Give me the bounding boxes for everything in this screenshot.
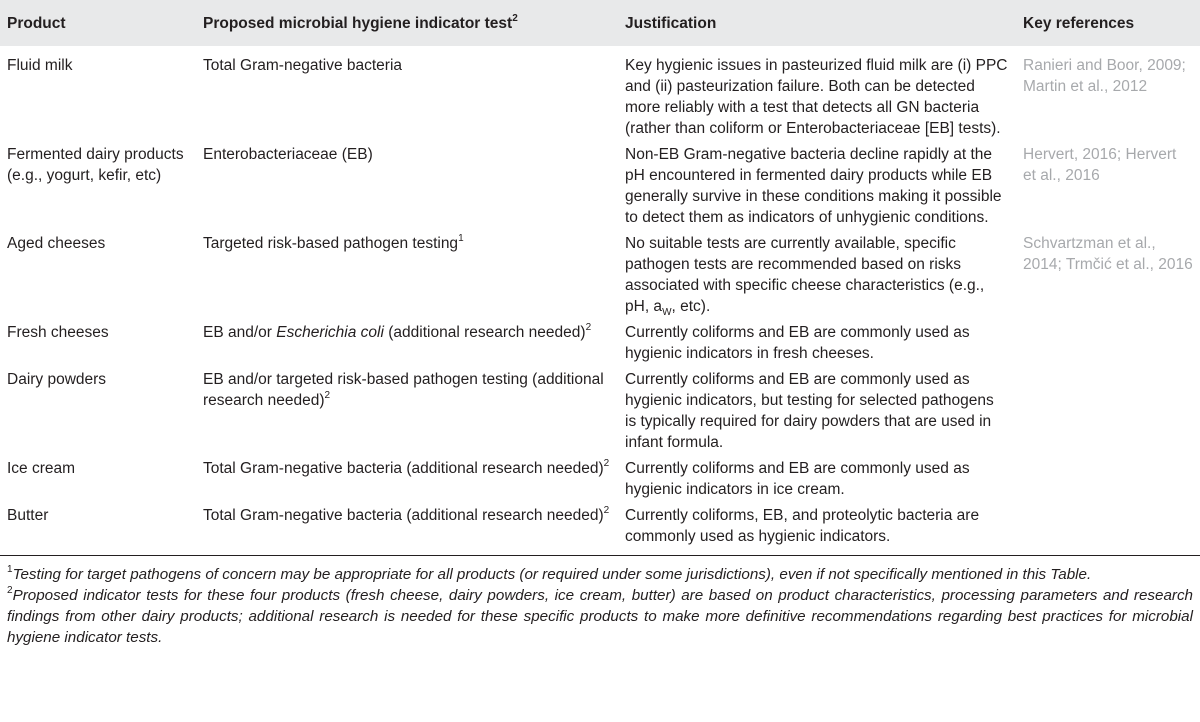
cell-references: Schvartzman et al., 2014; Trmčić et al., 2016 [1023,235,1193,273]
cell-justification: No suitable tests are currently available, specific pathogen tests are recommended based on risks associated with specific cheese characteristics (e.g., pH, $a_W$, etc). [625,235,985,319]
footnote-marker: 2 [324,389,331,401]
header-product: Product [7,15,66,32]
footnote-1: $^1$Testing for target pathogens of concern may be appropriate for all products (or required under some jurisdictions), even if not specifically mentioned in this Table. [7,563,1092,583]
table-footnotes [0,556,1200,648]
cell-test: EB and/or targeted risk-based pathogen testing (additional research needed)$^2$ [203,371,604,409]
cell-justification: Key hygienic issues in pasteurized fluid milk are (i) PPC and (ii) pasteurization failure. Both can be detected more reliably with a test that detects all GN bacteria (rather than coliform or Enterobacteriaceae [EB] tests). [625,57,1008,137]
cell-references [1016,320,1200,367]
table-row [0,503,1200,555]
cell-references: Ranieri and Boor, 2009; Martin et al., 2012 [1023,57,1186,95]
cell-product: Dairy powders [7,371,107,388]
footnote-marker: 2 [603,457,610,469]
footnote-marker: 2 [603,504,610,516]
header-references: Key references [1023,15,1135,32]
cell-references [1016,456,1200,503]
table-row [0,142,1200,231]
cell-test: Total Gram-negative bacteria [203,57,403,74]
cell-product: Fresh cheeses [7,324,109,341]
cell-test: Enterobacteriaceae (EB) [203,146,373,163]
cell-justification: Currently coliforms and EB are commonly used as hygienic indicators in fresh cheeses. [625,324,970,362]
cell-product: Aged cheeses [7,235,106,252]
cell-justification: Currently coliforms and EB are commonly used as hygienic indicators, but testing for selected pathogens is typically required for dairy powders that are used in infant formula. [625,371,994,451]
cell-test: Targeted risk-based pathogen testing$^1$ [203,232,464,252]
cell-references [1016,367,1200,456]
table-row [0,320,1200,367]
table-row [0,456,1200,503]
footnote-2: $^2$Proposed indicator tests for these four products (fresh cheese, dairy powders, ice cream, butter) are based on product characteristics, processing parameters and research findings from other dairy products; additional research is needed for these specific products to make more definitive recommendations regarding best practices for microbial hygiene indicator tests. [7,584,1193,646]
table-header-row [0,0,1200,46]
cell-test: EB and/or Escherichia coli (additional research needed)$^2$ [203,321,592,341]
table-row [0,231,1200,320]
cell-product: Fluid milk [7,57,73,74]
cell-justification: Non-EB Gram-negative bacteria decline rapidly at the pH encountered in fermented dairy products while EB generally survive in these conditions making it possible to detect them as indicators of unhygienic conditions. [625,146,1002,226]
cell-justification: Currently coliforms and EB are commonly used as hygienic indicators in ice cream. [625,460,970,498]
header-justification: Justification [625,15,717,32]
water-activity-subscript: W [662,307,672,319]
cell-references: Hervert, 2016; Hervert et al., 2016 [1023,146,1177,184]
header-test: Proposed microbial hygiene indicator test$^2$ [203,12,518,32]
cell-test: Total Gram-negative bacteria (additional research needed)$^2$ [203,504,610,524]
footnote-marker: 1 [458,232,464,244]
footnote-marker: 2 [512,12,518,24]
cell-test: Total Gram-negative bacteria (additional research needed)$^2$ [203,457,610,477]
cell-product: Butter [7,507,49,524]
cell-product: Ice cream [7,460,76,477]
table-row [0,367,1200,456]
cell-references [1016,503,1200,555]
cell-product: Fermented dairy products (e.g., yogurt, kefir, etc) [7,146,184,184]
species-name: Escherichia coli [276,324,384,341]
table-row [0,46,1200,142]
footnote-marker: 2 [585,321,592,333]
cell-justification: Currently coliforms, EB, and proteolytic bacteria are commonly used as hygienic indicators. [625,507,980,545]
